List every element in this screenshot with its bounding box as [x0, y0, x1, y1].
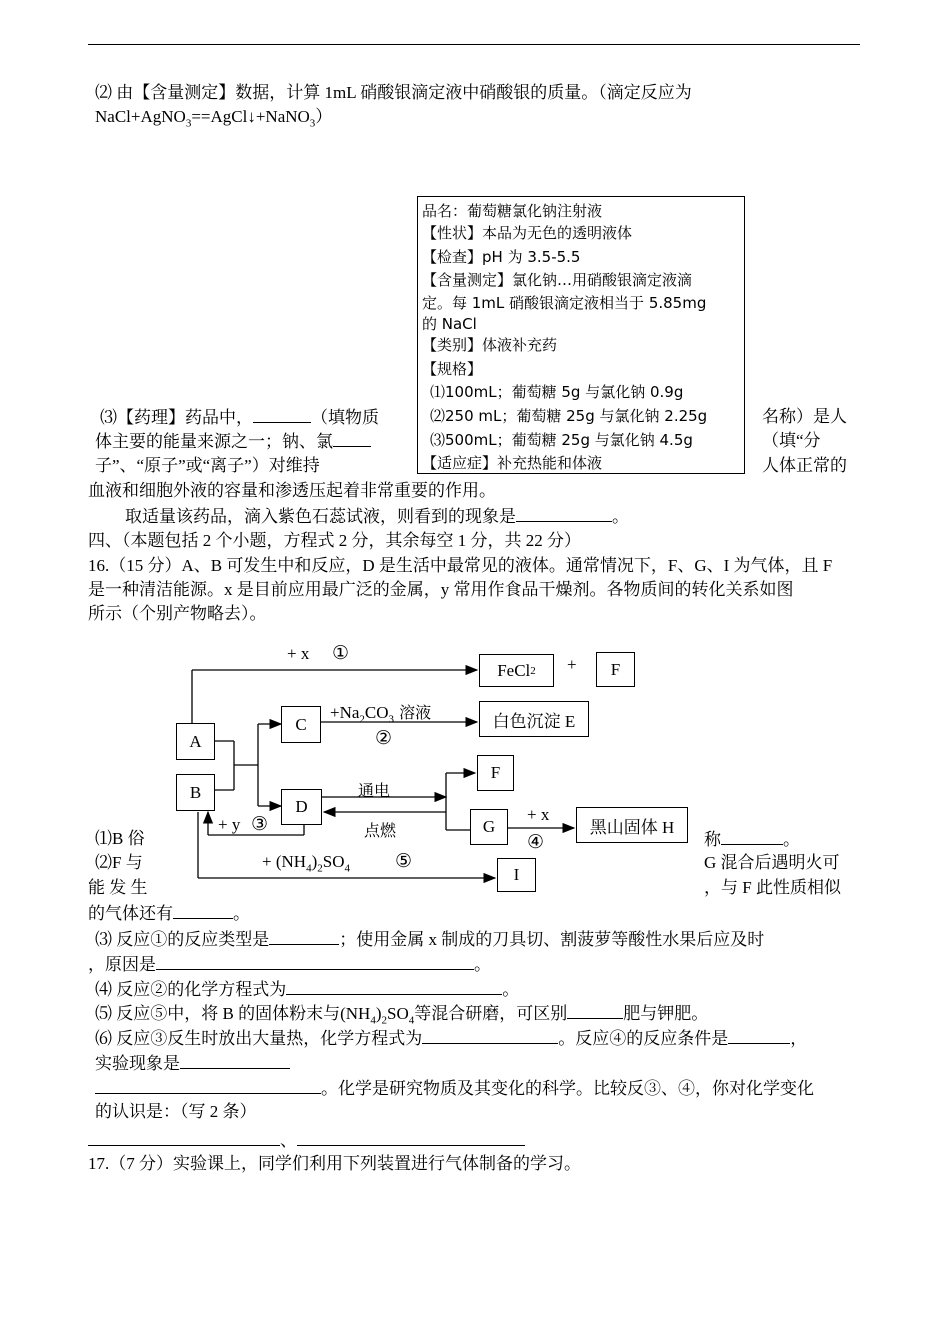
q16-2-right-2: ，与 F 此性质相似 — [704, 878, 841, 897]
label-plus-sign: + — [567, 655, 577, 674]
answer-blank[interactable] — [88, 1129, 280, 1146]
q15-2-line1: ⑵ 由【含量测定】数据，计算 1mL 硝酸银滴定液中硝酸银的质量。（滴定反应为 — [95, 83, 692, 102]
answer-blank[interactable] — [286, 978, 502, 995]
label-reaction-1: ① — [332, 643, 350, 664]
label-ignite: 点燃 — [364, 821, 397, 840]
info-content-2: 定。每 1mL 硝酸银滴定液相当于 5.85mg — [422, 294, 707, 312]
info-content-1: 【含量测定】氯化钠…用硝酸银滴定液滴 — [422, 271, 693, 289]
info-spec-2: ⑵250 mL；葡萄糖 25g 与氯化钠 2.25g — [430, 407, 708, 425]
q16-2-left-2: 能 发 生 — [88, 878, 148, 897]
q16-2-right: G 混合后遇明火可 — [704, 853, 840, 872]
q16-3-line2: ，原因是 。 — [88, 955, 491, 974]
q15-3-line1-left: ⑶【药理】药品中， （填物质 — [100, 408, 379, 427]
q17-intro: 17.（7 分）实验课上，同学们利用下列装置进行气体制备的学习。 — [88, 1154, 581, 1173]
answer-blank[interactable] — [422, 1027, 558, 1044]
label-plus-y: + y — [218, 815, 241, 834]
q15-3-line3-right: 人体正常的 — [762, 456, 847, 475]
node-black-solid-h: 黑山固体 H — [576, 807, 688, 843]
info-category: 【类别】体液补充药 — [422, 336, 558, 354]
answer-blank[interactable] — [180, 1052, 290, 1069]
node-g: G — [470, 809, 508, 845]
q16-6-line4: 的认识是：（写 2 条） — [95, 1102, 257, 1121]
q15-3-line5: 取适量该药品，滴入紫色石蕊试液，则看到的现象是 。 — [125, 507, 629, 526]
label-reaction-5: ⑤ — [395, 851, 413, 872]
answer-blank[interactable] — [173, 902, 233, 919]
q16-intro-2: 是一种清洁能源。x 是目前应用最广泛的金属，y 常用作食品干燥剂。各物质间的转化关系如图 — [88, 580, 794, 599]
info-indication: 【适应症】补充热能和体液 — [422, 454, 603, 472]
answer-blank[interactable] — [728, 1027, 790, 1044]
node-fecl2: FeCl 2 — [479, 654, 554, 687]
info-property: 【性状】本品为无色的透明液体 — [422, 224, 633, 242]
q16-2-left: ⑵F 与 — [95, 853, 143, 872]
q15-3-line1-right: 名称）是人 — [762, 407, 847, 426]
node-b: B — [176, 774, 215, 811]
info-content-3: 的 NaCl — [422, 315, 477, 333]
label-nh4-2so4: + $(NH_4)_2SO_4$ — [262, 852, 350, 875]
info-spec: 【规格】 — [422, 360, 483, 378]
q16-5: ⑸ 反应⑤中，将 B 的固体粉末与$(NH_4)_2SO_4$等混合研磨，可区别 肥与钾肥。 — [95, 1004, 709, 1027]
q16-3-line1: ⑶ 反应①的反应类型是 ；使用金属 x 制成的刀具切、割菠萝等酸性水果后应及时 — [95, 930, 765, 949]
answer-blank[interactable] — [297, 1129, 525, 1146]
q16-intro-3: 所示（个别产物略去）。 — [88, 604, 267, 623]
label-reaction-4: ④ — [527, 832, 545, 853]
node-c: C — [281, 706, 321, 743]
section-4-heading: 四、（本题包括 2 个小题，方程式 2 分，其余每空 1 分，共 22 分） — [88, 531, 581, 550]
q16-intro-1: 16.（15 分）A、B 可发生中和反应，D 是生活中最常见的液体。通常情况下，F、G、I 为气体，且 F — [88, 556, 833, 575]
node-a: A — [176, 723, 215, 760]
q16-6-line5: 、 — [88, 1129, 525, 1152]
q16-6-line2: 实验现象是 — [95, 1052, 290, 1075]
answer-blank[interactable] — [95, 1077, 321, 1094]
label-plus-x-2: + x — [527, 805, 550, 824]
info-spec-1: ⑴100mL；葡萄糖 5g 与氯化钠 0.9g — [430, 383, 684, 401]
label-reaction-2: ② — [375, 728, 393, 749]
label-plus-x-1: + x — [287, 644, 310, 663]
answer-blank[interactable] — [156, 953, 474, 970]
info-spec-3: ⑶500mL；葡萄糖 25g 与氯化钠 4.5g — [430, 431, 693, 449]
q15-3-line4: 血液和细胞外液的容量和渗透压起着非常重要的作用。 — [88, 481, 496, 500]
q16-1-left: ⑴B 俗 — [95, 829, 145, 848]
q15-3-line2-right: （填“分 — [762, 431, 821, 450]
label-electrolysis: 通电 — [358, 781, 391, 800]
label-na2co3: $+Na_2CO_3$ 溶液 — [330, 703, 432, 726]
node-d: D — [281, 789, 322, 825]
q16-4: ⑷ 反应②的化学方程式为 。 — [95, 980, 520, 999]
q15-2-line2: NaCl+AgNO$_3$==AgCl↓+NaNO$_3$） — [95, 107, 333, 130]
q16-2-line3: 的气体还有 。 — [88, 904, 250, 923]
q16-1-right: 称 。 — [704, 830, 800, 849]
answer-blank[interactable] — [567, 1002, 623, 1019]
node-i: I — [497, 858, 536, 892]
label-reaction-3: ③ — [251, 814, 269, 835]
q16-6-line3: 。化学是研究物质及其变化的科学。比较反③、④，你对化学变化 — [95, 1077, 814, 1100]
node-white-precipitate-e: 白色沉淀 E — [479, 701, 589, 737]
q15-3-line3-left: 子”、“原子”或“离子”）对维持 — [95, 456, 320, 475]
node-f-top: F — [596, 652, 635, 687]
q15-3-line2-left: 体主要的能量来源之一；钠、氯 — [95, 430, 371, 453]
info-check: 【检查】pH 为 3.5-5.5 — [422, 248, 581, 266]
node-f: F — [477, 755, 514, 791]
info-name: 品名：葡萄糖氯化钠注射液 — [422, 202, 603, 220]
answer-blank[interactable] — [269, 928, 339, 945]
q16-6-line1: ⑹ 反应③反生时放出大量热，化学方程式为 。反应④的反应条件是 ， — [95, 1029, 808, 1048]
answer-blank[interactable] — [721, 828, 783, 845]
